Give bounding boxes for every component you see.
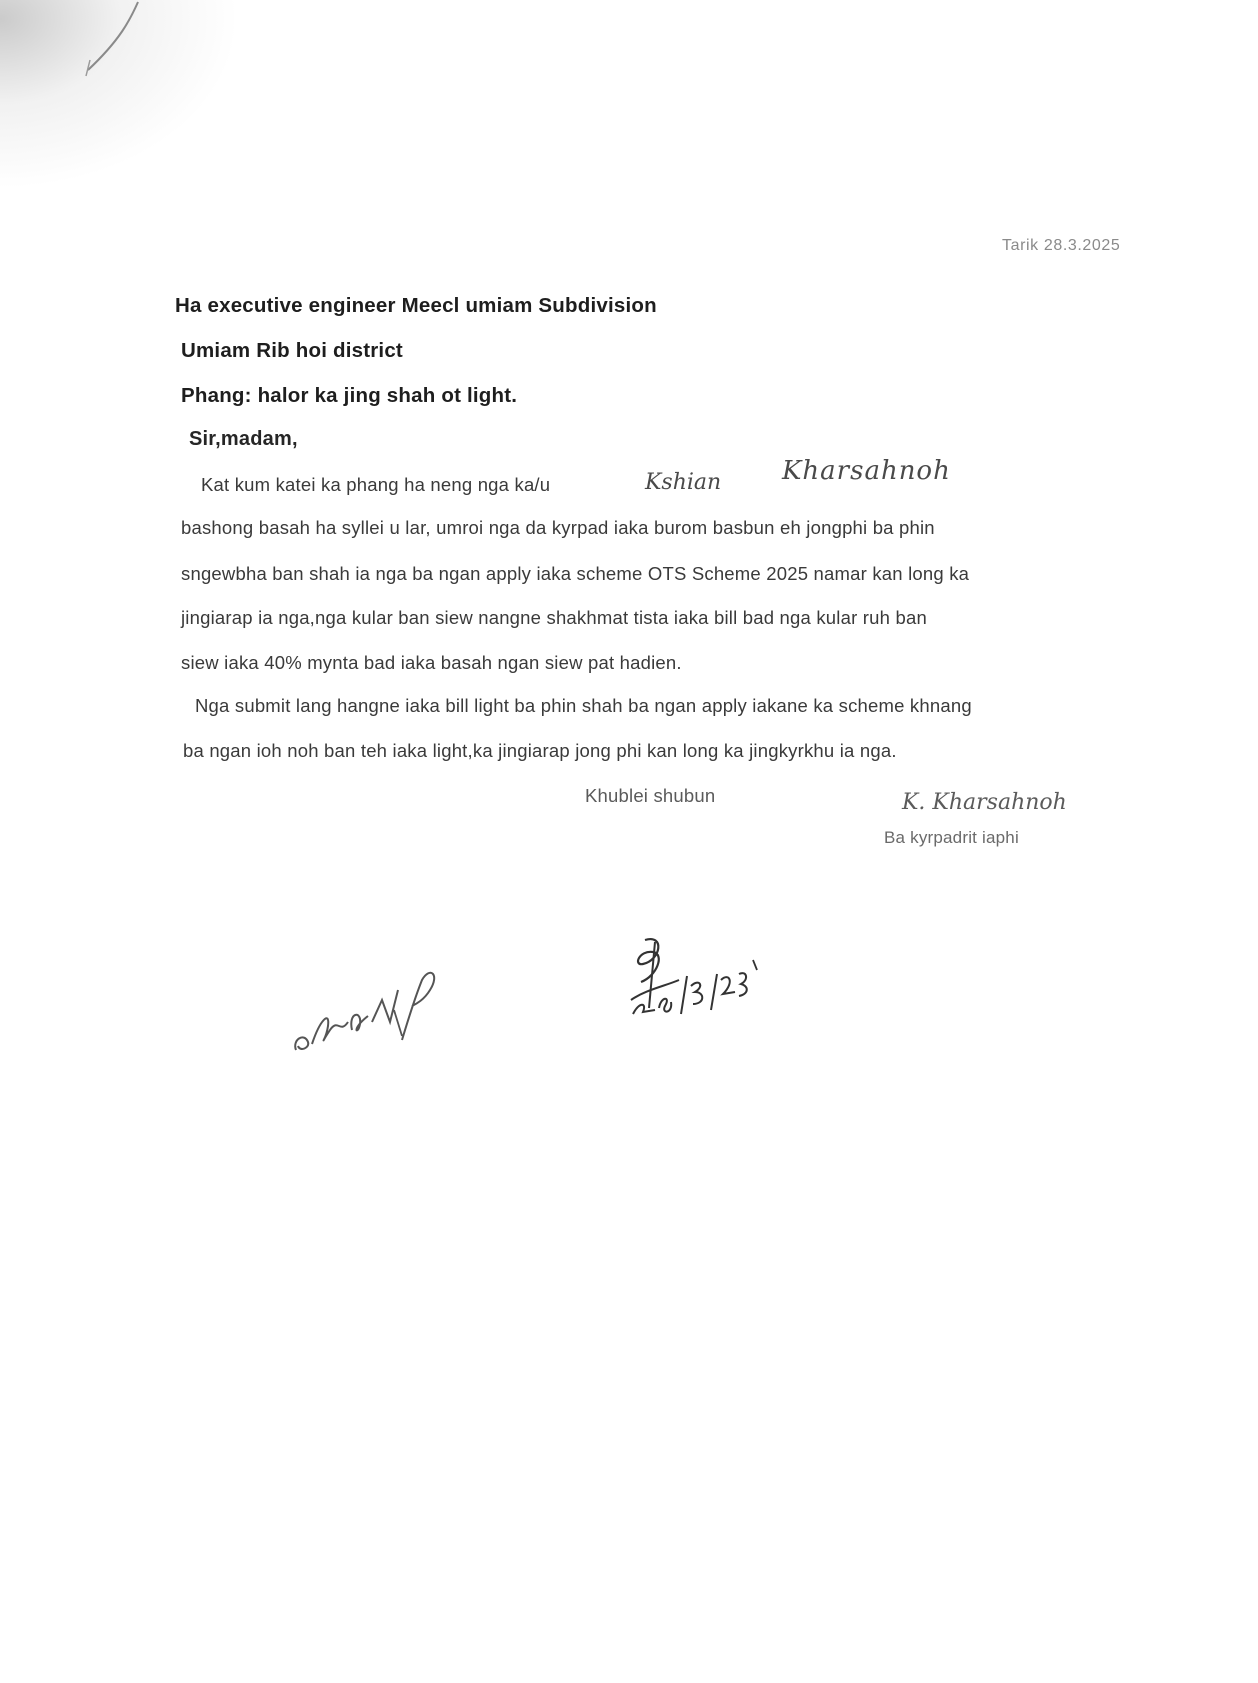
recipient-line-2: Umiam Rib hoi district [181,339,403,362]
official-initials-scribble [290,960,460,1060]
scan-edge-mark [60,0,150,90]
handwritten-surname: Kharsahnoh [782,456,951,486]
signature-caption: Ba kyrpadrit iaphi [884,828,1019,847]
body-line-6: Nga submit lang hangne iaka bill light ba phin shah ba ngan apply iakane ka scheme khnang [195,695,972,716]
salutation: Sir,madam, [189,428,298,450]
body-line-1: Kat kum katei ka phang ha neng nga ka/u [201,474,551,495]
body-line-3: sngewbha ban shah ia nga ba ngan apply iaka scheme OTS Scheme 2025 namar kan long ka [181,563,970,584]
recipient-line-1: Ha executive engineer Meecl umiam Subdivision [175,294,657,317]
official-signature-with-date-scribble [625,930,765,1020]
handwritten-first-name: Kshian [645,470,722,495]
body-line-5: siew iaka 40% mynta bad iaka basah ngan siew pat hadien. [181,652,682,673]
handwritten-signature: K. Kharsahnoh [902,790,1067,815]
body-line-4: jingiarap ia nga,nga kular ban siew nangne shakhmat tista iaka bill bad nga kular ruh ban [181,607,927,628]
closing: Khublei shubun [585,785,716,806]
letter-date: Tarik 28.3.2025 [1002,237,1121,254]
body-line-7: ba ngan ioh noh ban teh iaka light,ka jingiarap jong phi kan long ka jingkyrkhu ia nga. [183,740,897,761]
subject-line: Phang: halor ka jing shah ot light. [181,384,518,407]
body-line-2: bashong basah ha syllei u lar, umroi nga da kyrpad iaka burom basbun eh jongphi ba phin [181,517,935,538]
